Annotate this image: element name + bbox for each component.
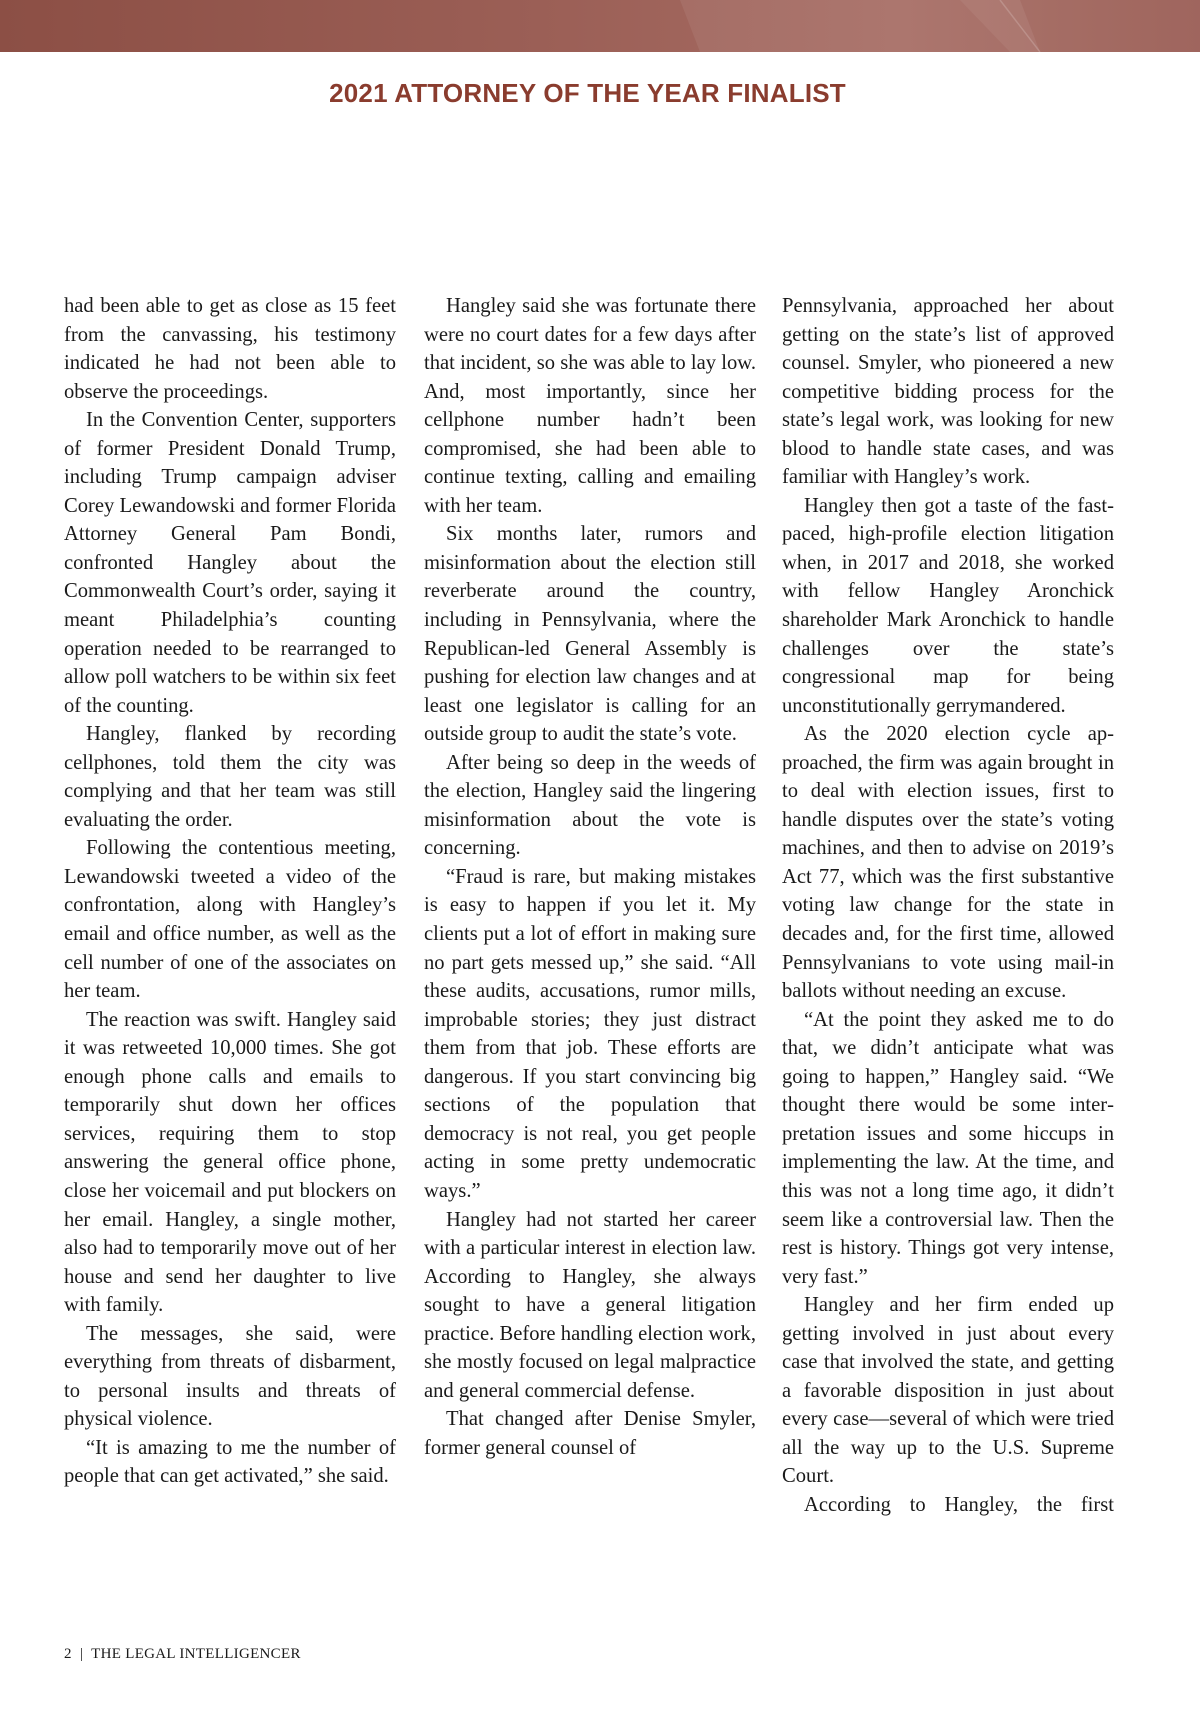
paragraph: Pennsylvania, approached her about getting on the state’s list of approved counsel. Smyler, who pioneered a new competitive bidding process for the state’s legal work, was looking for new blood to handle state cases, and was familiar with Hangley’s work.	[782, 295, 1114, 489]
paragraph: Hangley had not started her career with a particular interest in election law. According to Hangley, she always sought to have a general litigation practice. Before handling election work, she mostly focused on legal malpractice and general commercial defense.	[424, 1208, 756, 1402]
paragraph: Hangley then got a taste of the fast-paced, high-profile election litigation when, in 2017 and 2018, she worked with fellow Hangley Aronchick shareholder Mark Aronchick to handle challenges over the state’s congressional map for being unconstitutionally gerrymandered.	[782, 494, 1114, 717]
article-column-2	[424, 292, 756, 1462]
paragraph: “It is amazing to me the number of people that can get activated,” she said.	[64, 1436, 396, 1488]
paragraph: “At the point they asked me to do that, we didn’t anticipate what was going to happen,” Hangley said. “We thought there would be some interpretation issues and some hiccups in implementing the law. At the time, and this was not a long time ago, it didn’t seem like a controversial law. Then the rest is history. Things got very intense, very fast.”	[782, 1008, 1114, 1288]
paragraph: Hangley said she was fortunate there were no court dates for a few days after that incident, so she was able to lay low. And, most importantly, since her cellphone number hadn’t been compromised, she had been able to continue texting, calling and emailing with her team.	[424, 295, 756, 517]
paragraph: Following the contentious meeting, Lewandowski tweeted a video of the confrontation, along with Hangley’s email and office number, as well as the cell number of one of the associates on her team.	[64, 837, 396, 1003]
paragraph: had been able to get as close as 15 feet from the canvassing, his testimony indicated he had not been able to observe the proceedings.	[64, 295, 396, 403]
paragraph: Hangley and her firm ended up getting involved in just about every case that involved the state, and getting a favorable disposition in just about every case—several of which were tried all the way up to the U.S. Supreme Court.	[782, 1294, 1114, 1488]
banner-decoration	[0, 0, 1200, 52]
paragraph: “Fraud is rare, but making mistakes is easy to happen if you let it. My clients put a lot of effort in making sure no part gets messed up,” she said. “All these audits, accusations, rumor mills, improbable stories; they just distract them from that job. These efforts are dangerous. If you start convincing big sections of the population that democracy is not real, you get people acting in some pretty undemocratic ways.”	[424, 865, 756, 1202]
paragraph: The messages, she said, were everything from threats of disbarment, to personal insults and threats of physical violence.	[64, 1322, 396, 1431]
paragraph: According to Hangley, the first	[804, 1493, 1114, 1516]
paragraph: As the 2020 election cycle approached, the firm was again brought in to deal with election issues, first to handle disputes over the state’s voting machines, and then to advise on 2019’s Act 77, which was the first substantive voting law change for the state in decades and, for the first time, allowed Pennsylvanians to vote using mail-in ballots without needing an excuse.	[782, 723, 1114, 1003]
paragraph: That changed after Denise Smyler, former general counsel of	[424, 1408, 756, 1459]
publication-name: THE LEGAL INTELLIGENCER	[91, 1646, 301, 1662]
paragraph: The reaction was swift. Hangley said it was retweeted 10,000 times. She got enough phone calls and emails to temporarily shut down her offices services, requiring them to stop answering the general office phone, close her voicemail and put blockers on her email. Hangley, a single mother, also had to temporarily move out of her house and send her daughter to live with family.	[64, 1008, 396, 1317]
article-column-3	[782, 292, 1114, 1520]
page-title: 2021 ATTORNEY OF THE YEAR FINALIST	[329, 78, 846, 108]
paragraph: After being so deep in the weeds of the election, Hangley said the lingering misinformation about the vote is concerning.	[424, 751, 756, 860]
footer-separator: |	[79, 1646, 84, 1662]
article-column-1	[64, 292, 396, 1491]
page-footer	[64, 1646, 301, 1663]
paragraph: In the Convention Center, supporters of former President Donald Trump, including Trump campaign adviser Corey Lewandowski and former Florida Attorney General Pam Bondi, confronted Hangley about the Commonwealth Court’s order, saying it meant Philadelphia’s counting operation needed to be rearranged to allow poll watchers to be within six feet of the counting.	[64, 409, 396, 717]
top-banner	[0, 0, 1200, 52]
paragraph: Six months later, rumors and misinformation about the election still reverberate around the country, including in Pennsylvania, where the Republican-led General Assembly is pushing for election law changes and at least one legislator is calling for an outside group to audit the state’s vote.	[424, 523, 756, 746]
paragraph: Hangley, flanked by recording cellphones, told them the city was complying and that her team was still evaluating the order.	[64, 723, 396, 831]
page-number: 2	[64, 1646, 72, 1662]
